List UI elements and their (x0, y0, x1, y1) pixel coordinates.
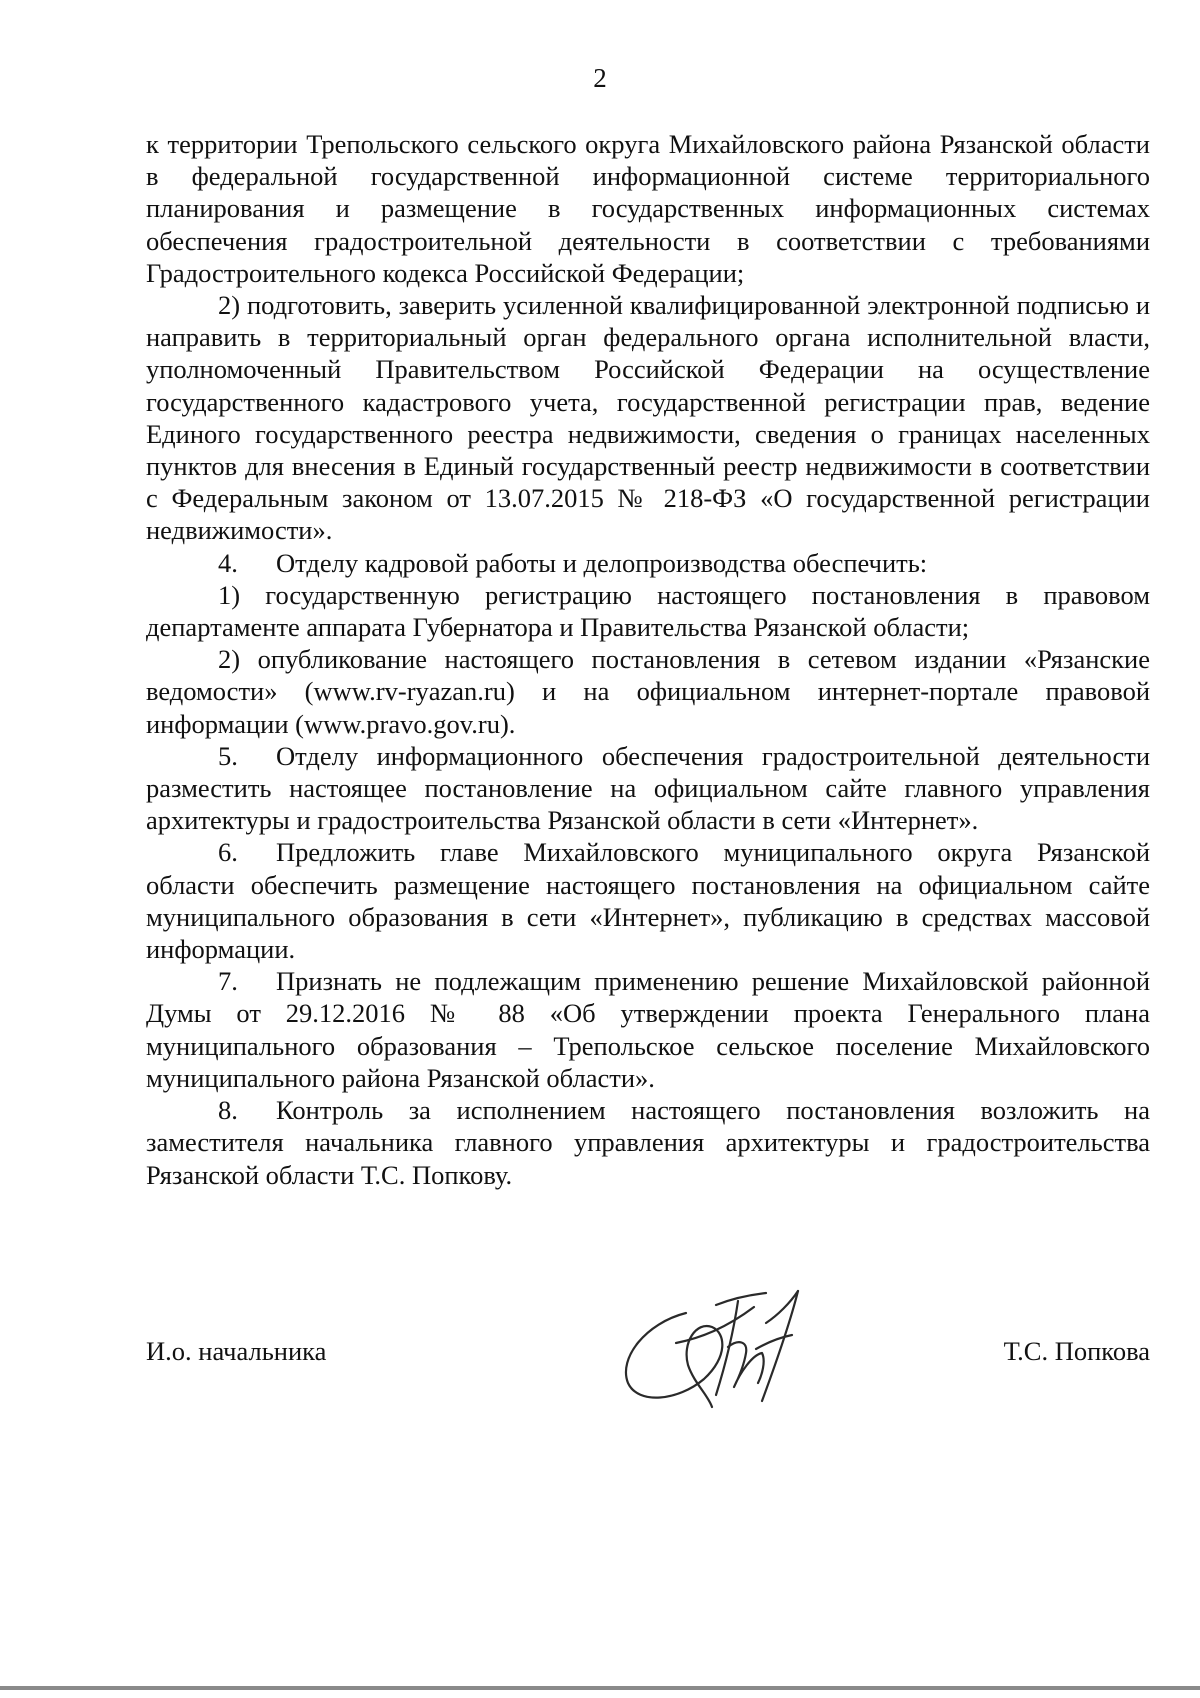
item-number: 8. (218, 1095, 238, 1126)
paragraph-item-6 (146, 836, 1150, 965)
paragraph-text: 1) государственную регистрацию настоящего постановления в правовом департаменте аппарата Губернатора и Правительства Рязанской области; (146, 579, 1150, 643)
paragraph-subitem-2b (146, 643, 1150, 740)
paragraph-text: Контроль за исполнением настоящего постановления возложить на заместителя начальника главного управления архитектуры и градостроительства Рязанской области Т.С. Попкову. (146, 1095, 1150, 1190)
paragraph-text: к территории Трепольского сельского округа Михайловского района Рязанской области в федеральной государственной информационной системе территориального планирования и размещение в государственных информационных системах обеспечения градостроительной деятельности в соответствии с требованиями Градостроительного кодекса Российской Федерации; (146, 129, 1150, 288)
item-number: 4. (218, 547, 238, 578)
paragraph-text: Отделу информационного обеспечения градостроительной деятельности разместить настоящее постановление на официальном сайте главного управления архитектуры и градостроительства Рязанской области в сети «Интернет». (146, 740, 1150, 836)
document-body (146, 128, 1150, 1191)
paragraph-continuation (146, 128, 1150, 289)
paragraph-subitem-2 (146, 289, 1150, 547)
paragraph-text: 2) опубликование настоящего постановления в сетевом издании «Рязанские ведомости» (www.rv-ryazan.ru) и на официальном интернет-портале правовой информации (www.pravo.gov.ru). (146, 644, 1150, 739)
item-number: 6. (218, 837, 238, 868)
paragraph-text: Отделу кадровой работы и делопроизводства обеспечить: (276, 547, 928, 578)
paragraph-text: Предложить главе Михайловского муниципального округа Рязанской области обеспечить размещение настоящего постановления на официальном сайте муниципального образования в сети «Интернет», публикацию в средствах массовой информации. (146, 837, 1150, 965)
paragraph-item-7 (146, 965, 1150, 1094)
handwritten-signature (616, 1283, 856, 1413)
paragraph-text: Признать не подлежащим применению решение Михайловской районной Думы от 29.12.2016 № 88 «Об утверждении проекта Генерального плана муниципального образования – Трепольское сельское поселение Михайловского муниципального района Рязанской области». (146, 966, 1150, 1093)
page-number: 2 (593, 63, 607, 93)
page-bottom-edge (0, 1686, 1200, 1690)
item-number: 5. (218, 740, 238, 771)
paragraph-item-8 (146, 1094, 1150, 1191)
item-number: 7. (218, 966, 238, 997)
paragraph-item-4 (146, 547, 1150, 579)
signatory-position: И.о. начальника (146, 1336, 327, 1366)
paragraph-item-5 (146, 740, 1150, 837)
paragraph-subitem-1 (146, 579, 1150, 643)
signatory-name: Т.С. Попкова (1003, 1336, 1150, 1366)
paragraph-text: 2) подготовить, заверить усиленной квалифицированной электронной подписью и направить в территориальный орган федерального органа исполнительной власти, уполномоченный Правительством Российской Федерации на осуществление государственного кадастрового учета, государственной регистрации прав, ведение Единого государственного реестра недвижимости, сведения о границах населенных пунктов для внесения в Единый государственный реестр недвижимости в соответствии с Федеральным законом от 13.07.2015 № 218-ФЗ «О государственной регистрации недвижимости». (146, 290, 1150, 546)
